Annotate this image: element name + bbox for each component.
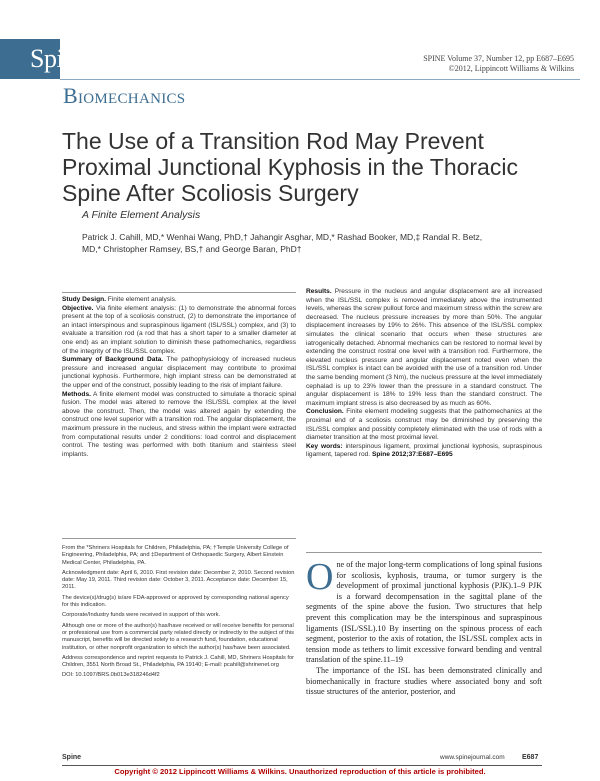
affiliations-note: From the *Shriners Hospitals for Children, Philadelphia, PA; †Temple University College of Engineering, Philadelphia, PA; and ‡Department of Orthopaedic Surgery, Albert Einstein Medical Center, Philadelphia, PA. bbox=[62, 545, 289, 566]
conflict-note: Although one or more of the author(s) has/have received or will receive benefits for personal or professional use from a commercial party related directly or indirectly to the subject of this manuscript, benefits will be directed solely to a research fund, foundation, educational institution, or other nonprofit organization to which the author(s) has/have been associated. bbox=[62, 622, 295, 651]
article-subtitle: A Finite Element Analysis bbox=[82, 209, 201, 221]
dates-note: Acknowledgment date: April 6, 2010. First revision date: December 2, 2010. Second revision date: May 19, 2011. Third revision date: October 3, 2011. Acceptance date: December 15, 2011. bbox=[62, 569, 295, 591]
abstract-divider bbox=[306, 552, 542, 553]
header-rule bbox=[60, 79, 580, 80]
footer-rule bbox=[62, 765, 542, 766]
study-design-paragraph: Study Design. Finite element analysis. bbox=[62, 296, 177, 303]
journal-volume: SPINE Volume 37, Number 12, pp E687–E695 bbox=[423, 54, 574, 63]
journal-logo: Spine bbox=[30, 44, 87, 73]
fda-note: The device(s)/drug(s) is/are FDA-approved or approved by corresponding national agency for this indication. bbox=[62, 594, 289, 609]
funding-note: Corporate/Industry funds were received in support of this work. bbox=[62, 612, 221, 619]
abstract-left-column bbox=[62, 292, 296, 459]
article-citation: Spine 2012;37:E687–E695 bbox=[370, 451, 453, 459]
methods-paragraph: Methods. A finite element model was constructed to simulate a thoracic spinal fusion. The model was altered to remove the ISL/SSL complex at the level above the construct. Then, the model was altered again by extending the construct one level superior with a transition rod. The angular displacement, the maximum pressure in the nucleus, and stress within the implant were extracted from computational results under 2 conditions: load control and displacement control. The testing was performed with both titanium and stainless steel implants. bbox=[62, 390, 296, 458]
second-paragraph: The importance of the ISL has been demonstrated clinically and biomechanically in fracture studies where associated bony and soft tissue structures of the anterior, posterior, and bbox=[306, 665, 542, 697]
article-title: The Use of a Transition Rod May Prevent Proximal Junctional Kyphosis in the Thoracic Spine After Scoliosis Surgery bbox=[62, 128, 518, 206]
keywords-paragraph: Key words: interspinous ligament, proximal junctional kyphosis, supraspinous ligament, tapered rod. Spine 2012;37:E687–E695 bbox=[306, 442, 542, 459]
body-text bbox=[306, 556, 542, 698]
results-paragraph: Results. Pressure in the nucleus and angular displacement are all increased when the ISL/SSL complex is removed immediately above the instrumented levels, whereas the screw pullout force and maximum stress within the screw are decreased. The nucleus pressure increases by more than 50%. The angular displacement increases by 19% to 26%. This absence of the ISL/SSL complex simulates the clinical scenario that occurs when these structures are iatrogenically detached. Abnormal mechanics can be restored to normal level by extending the construct rostral one level with a transition rod. Furthermore, the elevated nucleus pressure and angular displacement noted even when the ISL/SSL complex is intact can be avoided with the use of a transition rod. Under the same bending moment (3 Nm), the nucleus pressure at the level immediately cephalad is up to 23% lower than the pressure in a standard construct. The angular displacement is 18% to 19% less than the standard construct. The maximum implant stress is also decreased by as much as 60%. bbox=[306, 288, 543, 407]
section-heading: Biomechanics bbox=[63, 83, 186, 108]
footnotes bbox=[62, 545, 296, 683]
footnote-divider bbox=[62, 538, 296, 539]
author-list: Patrick J. Cahill, MD,* Wenhai Wang, PhD,† Jahangir Asghar, MD,* Rashad Booker, MD,‡ Randal R. Betz, MD,* Christopher Ramsey, BS,† and George Baran, PhD† bbox=[82, 232, 483, 254]
intro-paragraph: ne of the major long-term complications of long spinal fusions for scoliosis, kyphosis, trauma, or tumor surgery is the development of proximal junctional kyphosis (PJK).1–9 PJK is a forward decompensation in the sagittal plane of the segments of the spine above the fusion. Two structures that help prevent this complication may be the interspinous and supraspinous ligaments (ISL/SSL).10 By inserting on the spinous process of each segment, posterior to the axis of rotation, the ISL/SSL complex acts in tension mode as tethers to limit excessive forward bending and ventral translation of the spine.11–19 bbox=[306, 560, 542, 665]
journal-copyright: ©2012, Lippincott Williams & Wilkins bbox=[448, 64, 574, 73]
summary-paragraph: Summary of Background Data. The pathophysiology of increased nucleus pressure and increased angular displacement may contribute to proximal junctional kyphosis. Furthermore, high implant stress can be demonstrated at the upper end of the construct, possibly leading to the risk of implant failure. bbox=[62, 356, 296, 389]
journal-citation-info bbox=[423, 54, 574, 74]
page-number: E687 bbox=[522, 754, 539, 761]
doi-note: DOI: 10.1097/BRS.0b013e318246d4f2 bbox=[62, 672, 160, 679]
correspondence-note: Address correspondence and reprint requests to Patrick J. Cahill, MD, Shriners Hospitals for Children, 3551 North Broad St., Philadelphia, PA 19140; E-mail: pcahill@shrinenet.org bbox=[62, 654, 295, 669]
objective-paragraph: Objective. Via finite element analysis: (1) to demonstrate the abnormal forces present at the top of a scoliosis construct, (2) to demonstrate the importance of an intact interspinous and supraspinous ligament (ISL/SSL) complex, and (3) to evaluate a transition rod (a rod that has a short taper to a smaller diameter at one end) as an implant solution to diminish these pathomechanics, regardless of the integrity of the ISL/SSL complex. bbox=[62, 304, 296, 355]
conclusion-paragraph: Conclusion. Finite element modeling suggests that the pathomechanics at the proximal end of a scoliosis construct may be diminished by preserving the ISL/SSL complex and possibly completely eliminated with the use of rods with a diameter transition at the most proximal level. bbox=[306, 408, 542, 442]
copyright-notice: Copyright © 2012 Lippincott Williams & Wilkins. Unauthorized reproduction of this article is prohibited. bbox=[114, 767, 486, 776]
footer-url[interactable]: www.spinejournal.com bbox=[440, 754, 505, 761]
drop-cap: O bbox=[306, 556, 334, 598]
footer-journal: Spine bbox=[62, 754, 82, 761]
abstract-right-column bbox=[306, 288, 542, 460]
